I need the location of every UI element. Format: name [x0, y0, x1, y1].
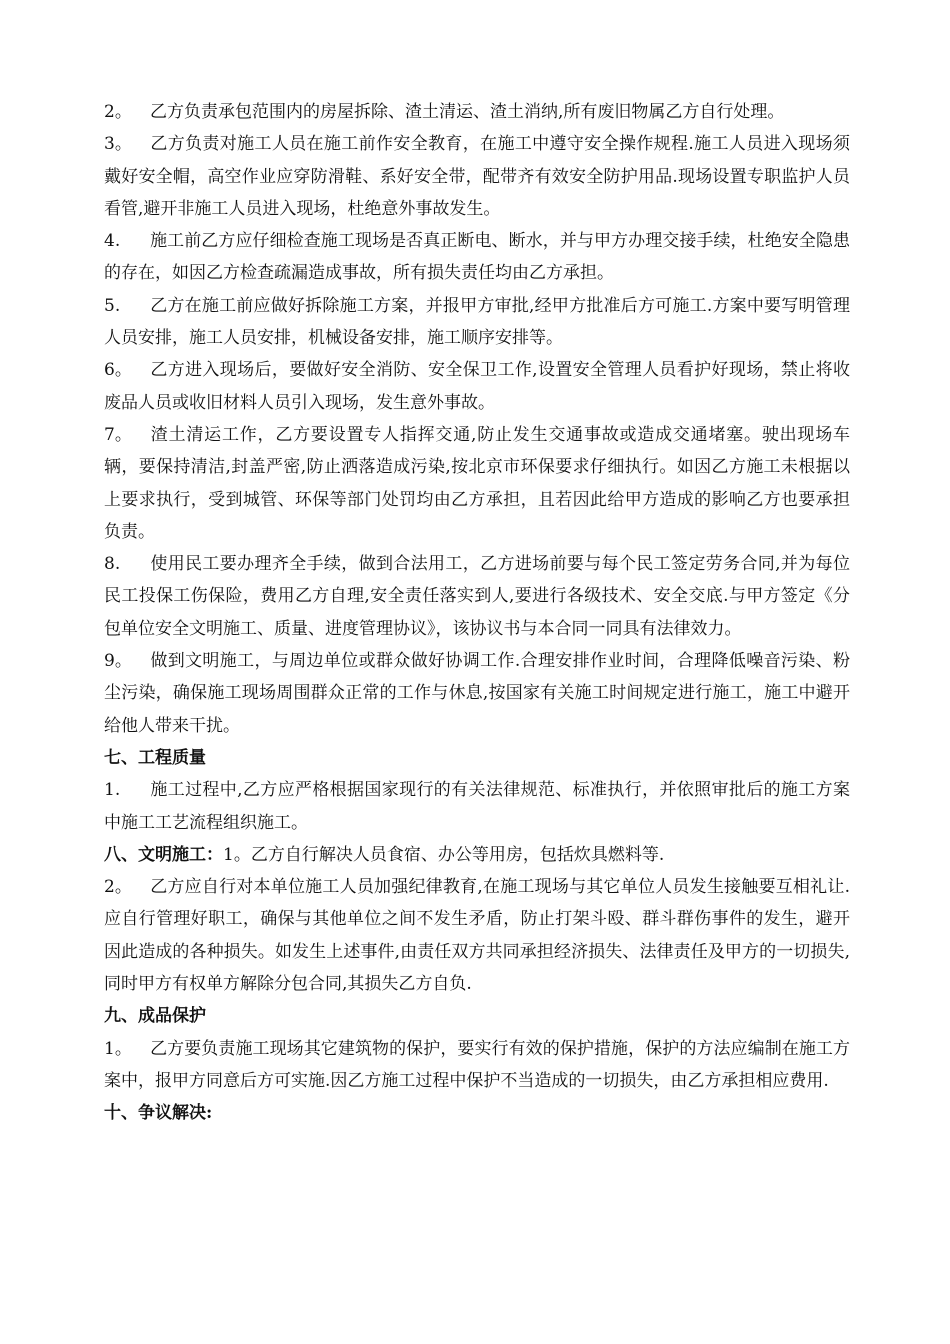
- paragraph-2: [104, 96, 850, 128]
- paragraph-number: 1.: [104, 780, 121, 801]
- paragraph-text: 使用民工要办理齐全手续，做到合法用工，乙方进场前要与每个民工签定劳务合同,并为每位民工投保工伤保险，费用乙方自理,安全责任落实到人,要进行各级技术、安全交底.与甲方签定《分包单位安全文明施工、质量、进度管理协议》，该协议书与本合同一同具有法律效力。: [104, 554, 850, 639]
- paragraph-9: [104, 645, 850, 742]
- paragraph-number: 9。: [104, 651, 132, 672]
- paragraph-number: 2。: [104, 877, 132, 898]
- section-heading-title: 八、文明施工：: [104, 844, 223, 865]
- paragraph-3: [104, 128, 850, 225]
- paragraph-text: 乙方负责对施工人员在施工前作安全教育，在施工中遵守安全操作规程.施工人员进入现场须戴好安全帽，高空作业应穿防滑鞋、系好安全带，配带齐有效安全防护用品.现场设置专职监护人员看管,避开非施工人员进入现场，杜绝意外事故发生。: [104, 134, 850, 219]
- civilized-paragraph-2: [104, 871, 850, 1000]
- paragraph-number: 7。: [104, 424, 132, 445]
- paragraph-6: [104, 354, 850, 419]
- paragraph-text: 乙方在施工前应做好拆除施工方案，并报甲方审批,经甲方批准后方可施工.方案中要写明管理人员安排，施工人员安排，机械设备安排，施工顺序安排等。: [104, 295, 850, 349]
- paragraph-4: [104, 225, 850, 290]
- paragraph-5: [104, 290, 850, 355]
- paragraph-8: [104, 548, 850, 645]
- quality-paragraph-1: [104, 774, 850, 839]
- paragraph-text: 乙方要负责施工现场其它建筑物的保护，要实行有效的保护措施，保护的方法应编制在施工方案中，报甲方同意后方可实施.因乙方施工过程中保护不当造成的一切损失，由乙方承担相应费用.: [104, 1038, 850, 1091]
- paragraph-number: 3。: [104, 134, 132, 155]
- document-page: [104, 96, 850, 1130]
- paragraph-number: 6。: [104, 360, 132, 381]
- paragraph-text: 施工前乙方应仔细检查施工现场是否真正断电、断水，并与甲方办理交接手续，杜绝安全隐患的存在，如因乙方检查疏漏造成事故，所有损失责任均由乙方承担。: [104, 231, 850, 284]
- section-heading-quality: 七、工程质量: [104, 747, 206, 768]
- paragraph-number: 2。: [104, 102, 132, 122]
- paragraph-number: 4.: [104, 231, 121, 252]
- paragraph-text: 施工过程中,乙方应严格根据国家现行的有关法律规范、标准执行，并依照审批后的施工方案中施工工艺流程组织施工。: [104, 780, 850, 833]
- paragraph-7: [104, 419, 850, 548]
- paragraph-number: 8.: [104, 554, 121, 575]
- paragraph-text: 乙方负责承包范围内的房屋拆除、渣土清运、渣土消纳,所有废旧物属乙方自行处理。: [150, 102, 785, 122]
- protection-paragraph-1: [104, 1033, 850, 1098]
- paragraph-text: 渣土清运工作，乙方要设置专人指挥交通,防止发生交通事故或造成交通堵塞。驶出现场车辆，要保持清洁,封盖严密,防止洒落造成污染,按北京市环保要求仔细执行。如因乙方施工未根据以上要求执行，受到城管、环保等部门处罚均由乙方承担，且若因此给甲方造成的影响乙方也要承担负责。: [104, 424, 850, 542]
- section-heading-civilized-construction: [104, 839, 850, 871]
- section-heading-dispute-resolution: 十、争议解决:: [104, 1103, 213, 1124]
- paragraph-text: 做到文明施工，与周边单位或群众做好协调工作.合理安排作业时间，合理降低噪音污染、粉尘污染，确保施工现场周围群众正常的工作与休息,按国家有关施工时间规定进行施工，施工中避开给他人带来干扰。: [104, 651, 850, 736]
- paragraph-text: 乙方应自行对本单位施工人员加强纪律教育,在施工现场与其它单位人员发生接触要互相礼让.应自行管理好职工，确保与其他单位之间不发生矛盾，防止打架斗殴、群斗群伤事件的发生，避开因此造成的各种损失。如发生上述事件,由责任双方共同承担经济损失、法律责任及甲方的一切损失,同时甲方有权单方解除分包合同,其损失乙方自负.: [104, 877, 850, 995]
- paragraph-text: 1。乙方自行解决人员食宿、办公等用房，包括炊具燃料等.: [223, 844, 665, 865]
- paragraph-text: 乙方进入现场后，要做好安全消防、安全保卫工作,设置安全管理人员看护好现场，禁止将收废品人员或收旧材料人员引入现场，发生意外事故。: [104, 360, 850, 413]
- section-heading-product-protection: 九、成品保护: [104, 1006, 206, 1027]
- paragraph-number: 5.: [104, 295, 121, 316]
- paragraph-number: 1。: [104, 1038, 132, 1059]
